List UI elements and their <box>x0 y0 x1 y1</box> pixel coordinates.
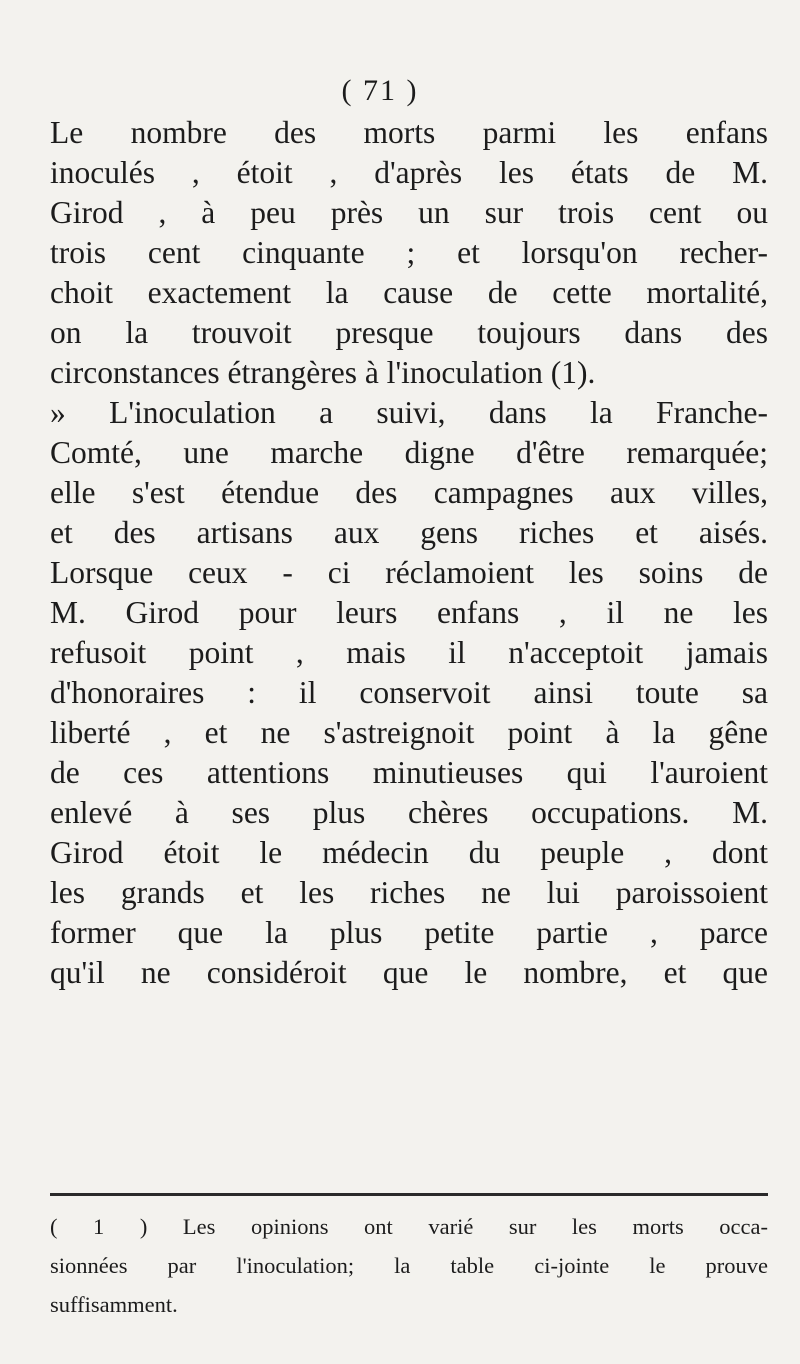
body-line: M. Girod pour leurs enfans , il ne les <box>50 595 768 630</box>
page-number: ( 71 ) <box>341 74 419 107</box>
body-line: d'honoraires : il conservoit ainsi toute sa <box>50 675 768 710</box>
footnote-divider <box>50 1193 768 1196</box>
body-text <box>50 113 768 993</box>
body-line: liberté , et ne s'astreignoit point à la gêne <box>50 715 768 750</box>
body-line: enlevé à ses plus chères occupations. M. <box>50 795 768 830</box>
body-line: Le nombre des morts parmi les enfans <box>50 115 768 150</box>
body-line: trois cent cinquante ; et lorsqu'on recher- <box>50 235 768 270</box>
body-line: de ces attentions minutieuses qui l'auroient <box>50 755 768 790</box>
body-line: elle s'est étendue des campagnes aux villes, <box>50 475 768 510</box>
body-line: Girod étoit le médecin du peuple , dont <box>50 835 768 870</box>
body-line: inoculés , étoit , d'après les états de M. <box>50 155 768 190</box>
footnote-line: sionnées par l'inoculation; la table ci-jointe le prouve <box>50 1253 768 1278</box>
footnote <box>50 1207 768 1324</box>
footnote-line: suffisamment. <box>50 1292 178 1317</box>
body-line: choit exactement la cause de cette mortalité, <box>50 275 768 310</box>
body-line: Comté, une marche digne d'être remarquée; <box>50 435 768 470</box>
body-line: les grands et les riches ne lui paroissoient <box>50 875 768 910</box>
body-line: on la trouvoit presque toujours dans des <box>50 315 768 350</box>
body-line: et des artisans aux gens riches et aisés. <box>50 515 768 550</box>
footnote-line: ( 1 ) Les opinions ont varié sur les morts occa- <box>50 1214 768 1239</box>
body-line: » L'inoculation a suivi, dans la Franche- <box>50 395 768 430</box>
body-line: former que la plus petite partie , parce <box>50 915 768 950</box>
body-line: Lorsque ceux - ci réclamoient les soins de <box>50 555 768 590</box>
body-line: Girod , à peu près un sur trois cent ou <box>50 195 768 230</box>
body-line: circonstances étrangères à l'inoculation (1). <box>50 355 596 390</box>
body-line: refusoit point , mais il n'acceptoit jamais <box>50 635 768 670</box>
body-line: qu'il ne considéroit que le nombre, et que <box>50 955 768 990</box>
